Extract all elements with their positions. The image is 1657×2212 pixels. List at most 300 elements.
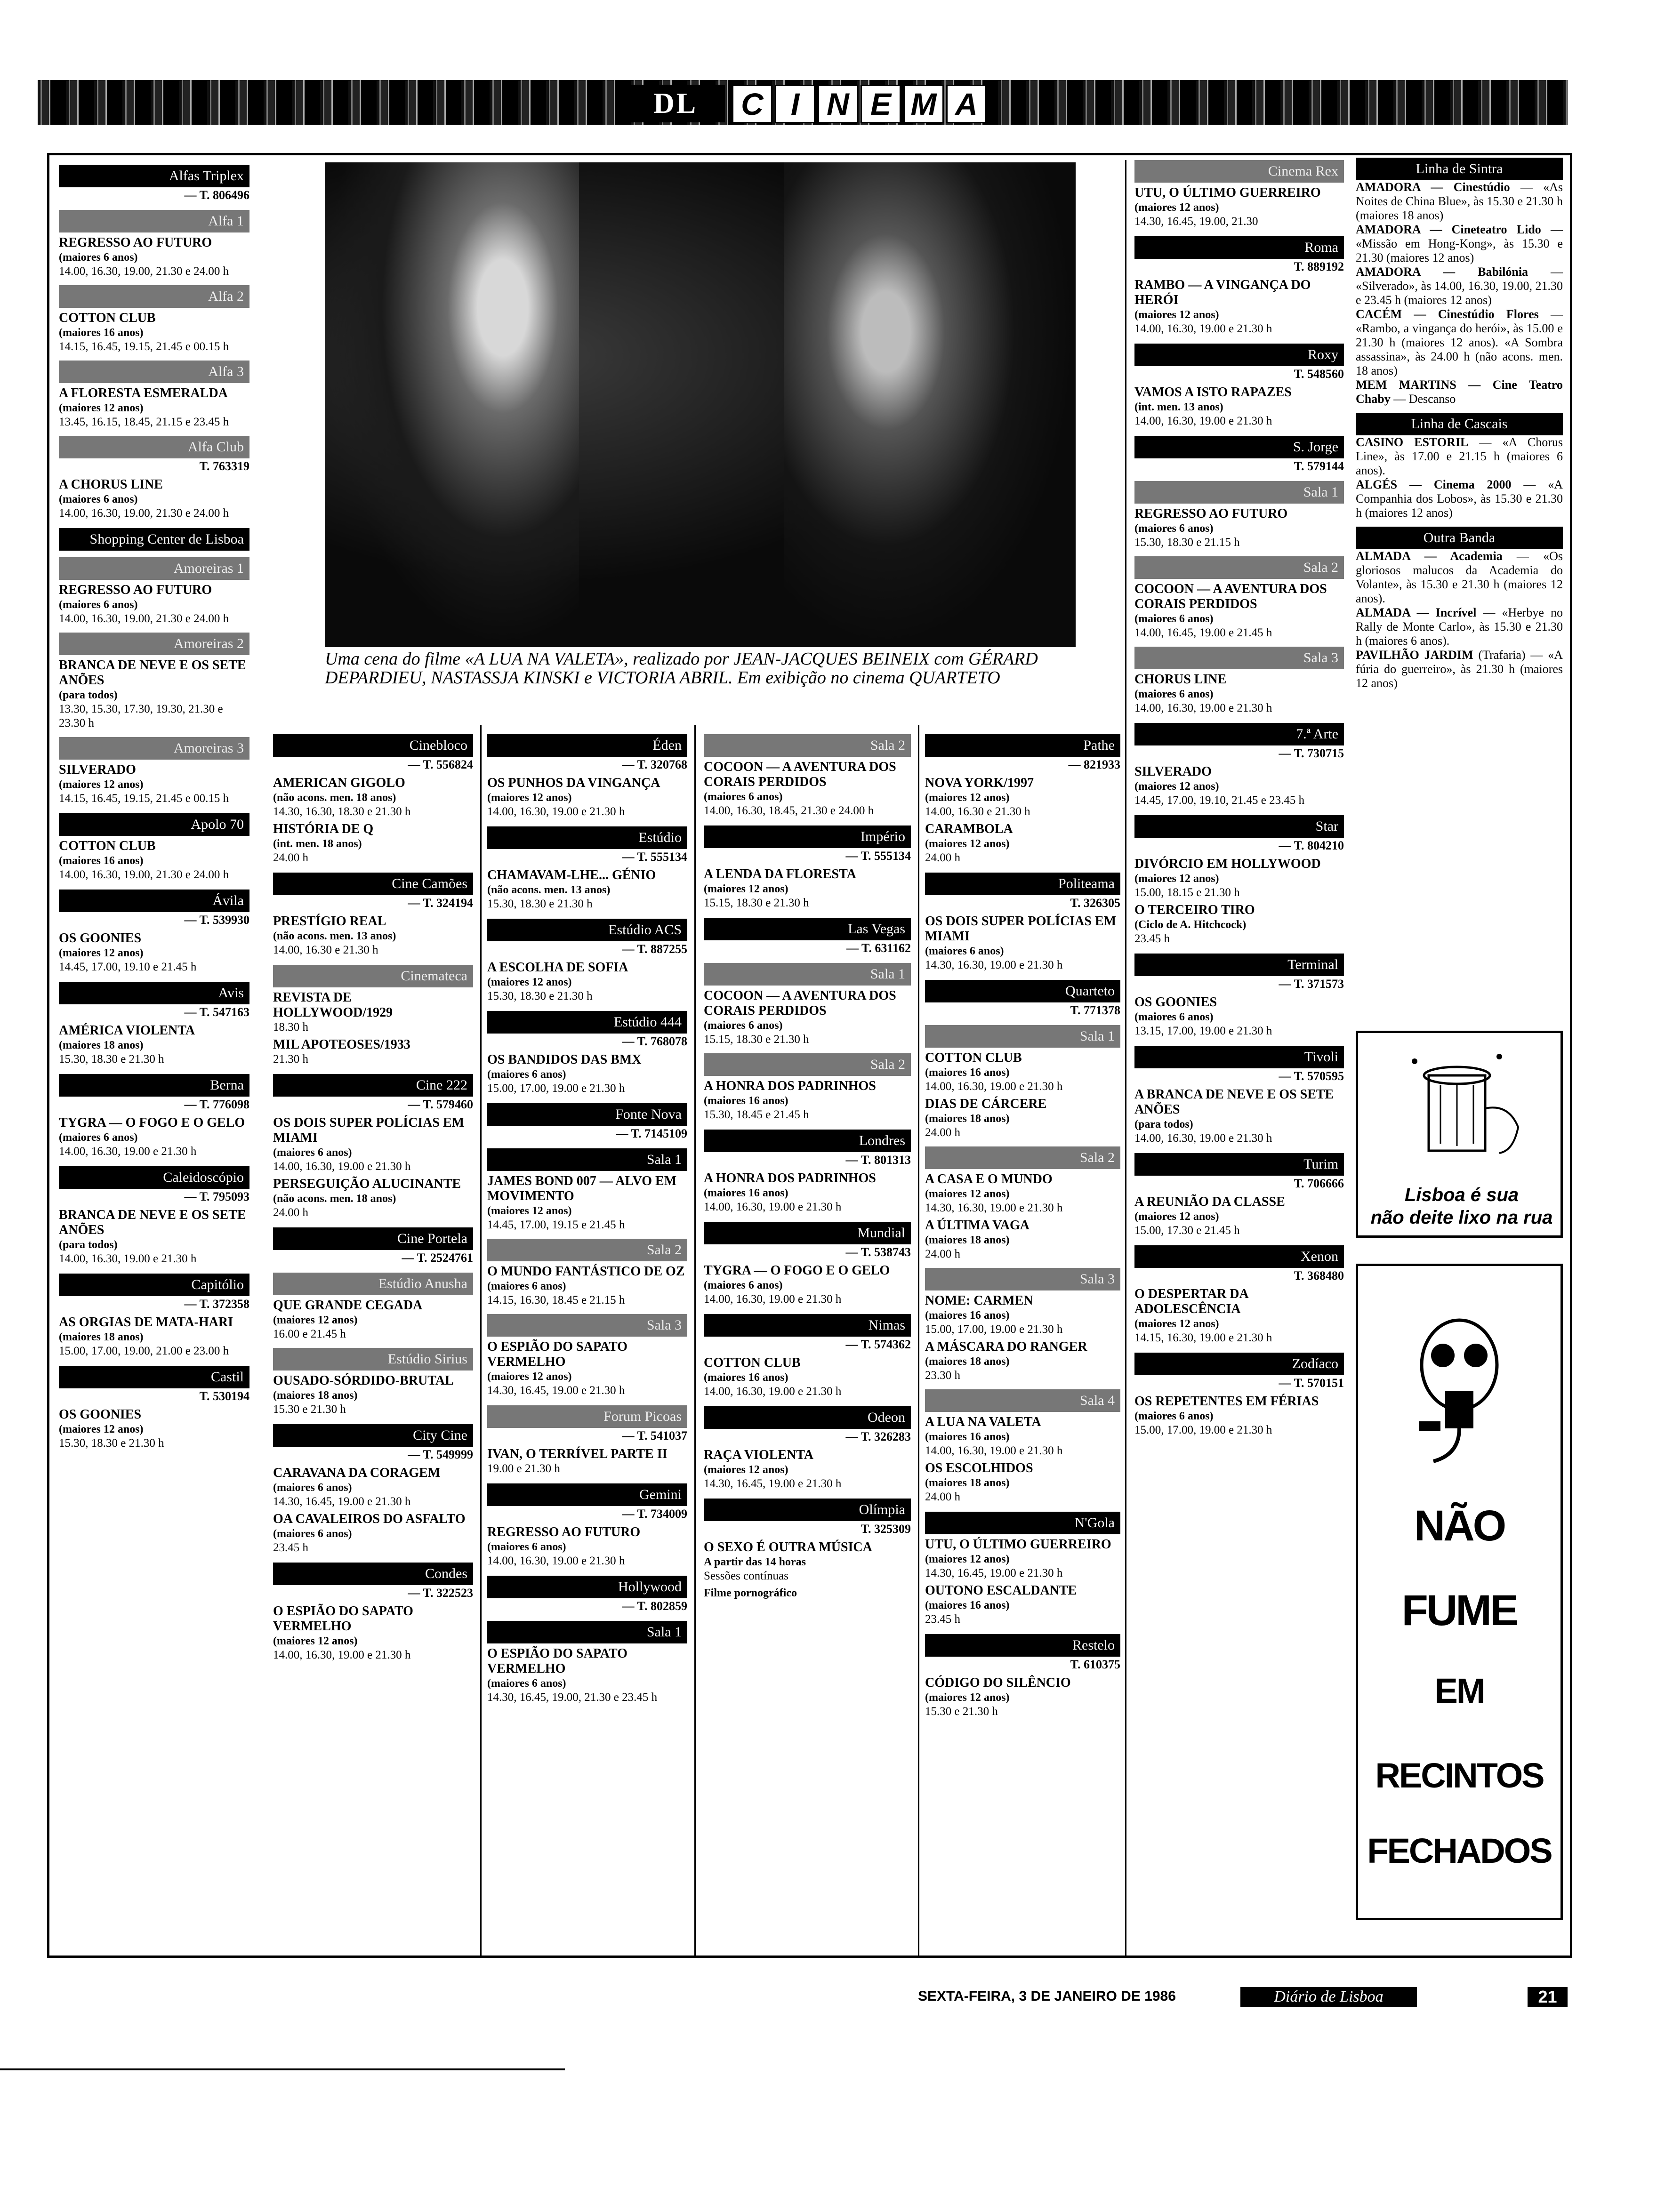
cinema-name: Olímpia [704, 1499, 911, 1521]
region-entry-text: — «Rambo, a vingança do herói», às 15.00 e 21.30 h (maiores 12 anos). «A Sombra assassina», às 24.00 h (não acons. men. 18 anos) [1356, 307, 1563, 377]
film-title: OS GOONIES [1134, 995, 1217, 1010]
film-entry [925, 1461, 1120, 1504]
screen-name: Sala 2 [1134, 556, 1344, 579]
cinema-name: Estúdio ACS [487, 919, 687, 941]
film-title: COTTON CLUB [59, 311, 156, 325]
film-title: OS BANDIDOS DAS BMX [487, 1052, 642, 1067]
cinema-name: Roxy [1134, 344, 1344, 366]
film-title: OS DOIS SUPER POLÍCIAS EM MIAMI [925, 914, 1117, 944]
region-entry-venue: AMADORA — Cineteatro Lido [1356, 223, 1541, 236]
film-title: A LUA NA VALETA [925, 1415, 1041, 1429]
film-schedule: 18.30 h [273, 1021, 308, 1034]
region-entry-text: (Trafaria) — «A fúria do guerreiro», às 21.30 h (maiores 12 anos) [1356, 648, 1563, 690]
film-schedule: 14.00, 16.30 e 21.30 h [925, 805, 1030, 818]
screen-section [59, 557, 249, 626]
cinema-column-2 [273, 734, 473, 1662]
film-entry [273, 776, 473, 819]
cinema-name: Londres [704, 1130, 911, 1152]
cinema-phone: — T. 2524761 [402, 1251, 473, 1265]
film-schedule: 15.30, 18.30 e 21.30 h [487, 990, 593, 1002]
region-entry-venue: CACÉM — Cinestúdio Flores [1356, 307, 1539, 321]
film-entry [487, 1646, 687, 1705]
cinema-name: Cine Camões [273, 873, 473, 895]
film-title: REGRESSO AO FUTURO [59, 235, 212, 250]
nofume-line-3: EM [1434, 1671, 1484, 1710]
film-schedule: 15.30 e 21.30 h [273, 1403, 346, 1416]
photo-man-figure [784, 162, 1076, 647]
film-rating: (maiores 6 anos) [59, 1131, 138, 1144]
film-rating: (não acons. men. 18 anos) [273, 1193, 396, 1205]
cinema-name: Terminal [1134, 954, 1344, 976]
cinema-phone: — T. 549999 [408, 1448, 473, 1461]
region-name: Linha de Cascais [1356, 413, 1563, 435]
cinema-phone: — T. 555134 [622, 850, 687, 864]
film-title: HISTÓRIA DE Q [273, 822, 374, 836]
cinema-column-1 [59, 165, 249, 1451]
film-title: NOME: CARMEN [925, 1293, 1033, 1308]
cinema-name: Politeama [925, 873, 1120, 895]
film-title: AMERICAN GIGOLO [273, 776, 405, 790]
screen-section [273, 1273, 473, 1341]
cinema-name: Castil [59, 1366, 249, 1388]
film-title: A CHORUS LINE [59, 477, 163, 492]
cinema-venue [273, 1424, 473, 1555]
cinema-name: Restelo [925, 1634, 1120, 1657]
film-entry [59, 658, 249, 730]
film-entry [273, 1037, 473, 1066]
film-entry [273, 914, 473, 957]
title-letter: N [818, 85, 858, 123]
film-entry [925, 1097, 1120, 1140]
film-schedule: 14.00, 16.30, 19.00 e 21.30 h [1134, 1132, 1272, 1145]
film-title: OS ESCOLHIDOS [925, 1461, 1033, 1475]
screen-phone: T. 763319 [199, 459, 249, 473]
film-entry [59, 386, 249, 429]
region-section [1356, 413, 1563, 520]
film-entry [273, 1604, 473, 1662]
cinema-name: Avis [59, 982, 249, 1004]
cinema-name: Fonte Nova [487, 1103, 687, 1126]
film-schedule: 24.00 h [925, 1248, 960, 1260]
film-rating: (maiores 6 anos) [1134, 688, 1214, 700]
cinema-phone: T. 368480 [1294, 1269, 1344, 1282]
film-rating: (maiores 12 anos) [704, 883, 788, 895]
cinema-venue [704, 825, 911, 910]
region-entry-text: — «Herbye no Rally de Monte Carlo», às 15.30 e 21.30 h (maiores 6 anos). [1356, 606, 1563, 648]
cinema-name: Cinebloco [273, 734, 473, 757]
film-title: A FLORESTA ESMERALDA [59, 386, 228, 401]
film-entry [925, 1050, 1120, 1094]
cinema-venue [59, 165, 249, 521]
cinema-phone: — T. 320768 [622, 758, 687, 771]
film-schedule: 15.30, 18.30 e 21.30 h [59, 1437, 164, 1450]
film-schedule: 14.00, 16.30, 19.00 e 21.30 h [487, 1555, 625, 1567]
region-entry-venue: ALGÉS — Cinema 2000 [1356, 478, 1512, 491]
film-schedule: 14.00, 16.30, 19.00 e 21.30 h [925, 1080, 1063, 1093]
film-rating: (maiores 6 anos) [59, 599, 138, 611]
title-letter: M [903, 85, 944, 123]
cinema-venue [1134, 160, 1344, 229]
film-entry [487, 960, 687, 1003]
film-title: RAMBO — A VINGANÇA DO HERÓI [1134, 278, 1311, 307]
column-rule [694, 725, 696, 1958]
cinema-phone: — T. 371573 [1279, 977, 1344, 991]
film-schedule: 14.45, 17.00, 19.15 e 21.45 h [487, 1218, 625, 1231]
film-schedule: 13.15, 17.00, 19.00 e 21.30 h [1134, 1025, 1272, 1037]
screen-name: Sala 1 [487, 1621, 687, 1643]
film-rating: (maiores 12 anos) [487, 976, 572, 988]
screen-name: Sala 2 [487, 1239, 687, 1261]
film-entry [1134, 1087, 1344, 1146]
film-rating: (para todos) [59, 689, 118, 701]
film-schedule: 14.30, 16.45, 19.00 e 21.30 h [487, 1384, 625, 1397]
cinema-phone: T. 889192 [1294, 260, 1344, 273]
film-rating: A partir das 14 horas [704, 1556, 806, 1568]
film-schedule: 13.30, 15.30, 17.30, 19.30, 21.30 e 23.30 h [59, 703, 223, 729]
cinema-phone: T. 530194 [199, 1389, 249, 1403]
screen-name: Estúdio Sirius [273, 1348, 473, 1370]
film-rating: (maiores 12 anos) [1134, 1210, 1219, 1223]
screen-section [704, 963, 911, 1047]
cinema-venue [59, 813, 249, 882]
cinema-name: Berna [59, 1074, 249, 1097]
cinema-name: Zodíaco [1134, 1353, 1344, 1375]
film-rating: (maiores 18 anos) [59, 1331, 144, 1343]
cinema-venue [273, 1074, 473, 1220]
cinema-venue [1134, 1353, 1344, 1437]
film-schedule: 23.45 h [1134, 932, 1170, 945]
cinema-venue [925, 1634, 1120, 1719]
litter-ad [1356, 1031, 1563, 1238]
film-rating: (maiores 18 anos) [925, 1355, 1010, 1368]
screen-name: Sala 1 [925, 1025, 1120, 1048]
film-schedule: 14.30, 16.45, 19.00 e 21.30 h [925, 1567, 1063, 1579]
screen-name: Sala 1 [704, 963, 911, 986]
no-smoking-ad [1356, 1264, 1563, 1920]
film-title: PERSEGUIÇÃO ALUCINANTE [273, 1177, 461, 1191]
cinema-venue [59, 1074, 249, 1159]
footer-date: SEXTA-FEIRA, 3 DE JANEIRO DE 1986 [918, 1988, 1176, 2004]
cinema-venue [704, 1222, 911, 1306]
film-rating: (maiores 18 anos) [59, 1039, 144, 1051]
screen-section [925, 1268, 1120, 1383]
region-section [1356, 527, 1563, 690]
cinema-phone: — T. 372358 [184, 1297, 249, 1311]
cinema-venue [1134, 723, 1344, 808]
film-schedule: 14.30, 16.45, 19.00, 21.30 e 23.45 h [487, 1691, 658, 1704]
cinema-name: Capitólio [59, 1274, 249, 1296]
film-schedule: 14.00, 16.30, 19.00, 21.30 e 24.00 h [59, 868, 229, 881]
screen-section [59, 633, 249, 730]
cinema-phone: — T. 631162 [846, 941, 911, 955]
film-rating: (maiores 12 anos) [925, 792, 1010, 804]
screen-name: Sala 4 [925, 1389, 1120, 1412]
film-entry [487, 776, 687, 819]
film-schedule: 14.00, 16.45, 19.00 e 21.45 h [1134, 626, 1272, 639]
cinema-venue [487, 1011, 687, 1096]
film-entry [925, 1675, 1120, 1719]
film-schedule: 15.30, 18.30 e 21.15 h [1134, 536, 1240, 549]
film-title: A HONRA DOS PADRINHOS [704, 1171, 876, 1186]
film-rating: (maiores 12 anos) [273, 1635, 358, 1647]
film-title: O TERCEIRO TIRO [1134, 903, 1255, 917]
film-title: A MÁSCARA DO RANGER [925, 1339, 1087, 1354]
film-title: REGRESSO AO FUTURO [487, 1525, 641, 1539]
film-schedule: 15.00, 17.00, 19.00, 21.00 e 23.00 h [59, 1345, 229, 1357]
film-title: OUSADO-SÓRDIDO-BRUTAL [273, 1373, 454, 1388]
section-title [732, 85, 989, 122]
film-entry [925, 822, 1120, 865]
film-title: OUTONO ESCALDANTE [925, 1583, 1077, 1598]
film-title: O ESPIÃO DO SAPATO VERMELHO [487, 1646, 627, 1676]
film-title: RAÇA VIOLENTA [704, 1448, 814, 1462]
cinema-column-5 [925, 734, 1120, 1719]
film-title: CARAVANA DA CORAGEM [273, 1466, 441, 1480]
cinema-phone: — T. 538743 [845, 1245, 911, 1259]
cinema-phone: — T. 801313 [845, 1153, 911, 1167]
film-schedule: 15.00, 17.30 e 21.45 h [1134, 1224, 1240, 1237]
film-rating: (maiores 12 anos) [1134, 309, 1219, 321]
film-rating: (int. men. 13 anos) [1134, 401, 1223, 413]
film-rating: (maiores 6 anos) [925, 945, 1004, 957]
film-entry [59, 931, 249, 974]
cinema-venue [59, 1366, 249, 1451]
nofume-line-5: FECHADOS [1367, 1831, 1552, 1870]
film-title: AS ORGIAS DE MATA-HARI [59, 1315, 233, 1330]
film-schedule: 24.00 h [273, 1206, 308, 1219]
cinema-venue [1134, 1046, 1344, 1146]
cinema-venue [1134, 954, 1344, 1038]
screen-name: Amoreiras 1 [59, 557, 249, 580]
film-rating: (maiores 6 anos) [487, 1541, 566, 1553]
film-entry [487, 1264, 687, 1307]
cinema-name: Odeon [704, 1406, 911, 1429]
cinema-name: Turim [1134, 1153, 1344, 1176]
film-schedule: 15.30, 18.30 e 21.30 h [487, 898, 593, 910]
cinema-phone: — T. 768078 [622, 1034, 687, 1048]
film-entry [487, 1447, 687, 1476]
film-rating: (maiores 6 anos) [1134, 1011, 1214, 1023]
cinema-name: Tivoli [1134, 1046, 1344, 1068]
film-rating: (não acons. men. 13 anos) [487, 884, 611, 896]
film-entry [1134, 672, 1344, 715]
cinema-phone: — T. 730715 [1279, 746, 1344, 760]
film-rating: (maiores 12 anos) [59, 1423, 144, 1435]
film-entry [59, 839, 249, 882]
cinema-venue [1134, 1153, 1344, 1238]
film-entry [487, 1174, 687, 1232]
film-rating: (maiores 12 anos) [487, 792, 572, 804]
cinema-name: Mundial [704, 1222, 911, 1244]
cinema-venue [1134, 344, 1344, 428]
film-rating: (para todos) [59, 1239, 118, 1251]
film-rating: (maiores 12 anos) [1134, 780, 1219, 793]
film-schedule: 23.30 h [925, 1369, 960, 1382]
film-rating: (maiores 12 anos) [273, 1314, 358, 1326]
film-entry [704, 1171, 911, 1214]
film-entry [273, 990, 473, 1034]
film-rating: (maiores 12 anos) [1134, 201, 1219, 214]
title-letter: A [946, 85, 987, 123]
film-rating: (maiores 6 anos) [1134, 613, 1214, 625]
film-title: IVAN, O TERRÍVEL PARTE II [487, 1447, 668, 1461]
film-rating: (maiores 16 anos) [925, 1599, 1010, 1611]
title-letter: I [775, 85, 815, 123]
screen-name: Alfa Club [59, 436, 249, 458]
cinema-phone: — T. 570151 [1279, 1376, 1344, 1390]
cinema-phone: T. 325309 [861, 1522, 911, 1536]
film-entry [925, 776, 1120, 819]
film-entry [704, 760, 911, 818]
cinema-venue [704, 1406, 911, 1491]
cinema-name: Alfas Triplex [59, 165, 249, 187]
film-entry [925, 1537, 1120, 1580]
film-title: OS GOONIES [59, 1407, 142, 1422]
film-rating: (maiores 6 anos) [273, 1146, 352, 1159]
screen-section [1134, 647, 1344, 715]
film-entry [925, 1339, 1120, 1383]
film-schedule: 14.30, 16.45, 19.00 e 21.30 h [273, 1495, 411, 1508]
region-entry-venue: AMADORA — Babilónia [1356, 265, 1528, 279]
film-title: SILVERADO [1134, 764, 1212, 779]
column-rule [1125, 160, 1126, 1958]
film-entry [59, 1315, 249, 1358]
film-rating: (não acons. men. 18 anos) [273, 792, 396, 804]
cinema-phone: — T. 541037 [622, 1429, 687, 1443]
column-rule [480, 725, 482, 1958]
film-rating: (maiores 12 anos) [59, 778, 144, 791]
film-entry [704, 867, 911, 910]
film-entry [704, 1079, 911, 1122]
cinema-venue [273, 873, 473, 957]
film-schedule: 14.00, 16.30, 19.00 e 21.30 h [1134, 322, 1272, 335]
film-rating: (maiores 18 anos) [273, 1389, 358, 1402]
film-entry [925, 1415, 1120, 1458]
film-entry [487, 1525, 687, 1568]
film-schedule: 14.00, 16.30, 19.00 e 21.30 h [59, 1252, 197, 1265]
screen-section [273, 1348, 473, 1417]
cinema-phone: — T. 795093 [184, 1190, 249, 1203]
film-entry [273, 1512, 473, 1555]
region-entry-text: — «A Companhia dos Lobos», às 15.30 e 21.30 h (maiores 12 anos) [1356, 478, 1563, 520]
film-schedule: 14.15, 16.30, 19.00 e 21.30 h [1134, 1331, 1272, 1344]
cinema-phone: — T. 574362 [845, 1338, 911, 1351]
cinema-name: Cine 222 [273, 1074, 473, 1097]
bottom-rule [0, 2068, 565, 2070]
film-schedule: 14.00, 16.30, 19.00 e 21.30 h [487, 805, 625, 818]
film-rating: (maiores 6 anos) [487, 1280, 566, 1292]
cinema-phone: — 821933 [1068, 758, 1120, 771]
region-entry [1356, 606, 1563, 648]
screen-section [487, 1621, 687, 1705]
trash-can-icon [1358, 1033, 1560, 1179]
cinema-venue [1134, 436, 1344, 715]
cinema-venue [487, 734, 687, 819]
region-section [1356, 158, 1563, 406]
film-entry [925, 914, 1120, 972]
film-title: O ESPIÃO DO SAPATO VERMELHO [487, 1339, 627, 1369]
film-entry [925, 1172, 1120, 1215]
film-title: UTU, O ÚLTIMO GUERREIRO [925, 1537, 1111, 1552]
film-entry [1134, 278, 1344, 336]
film-title: OS GOONIES [59, 931, 142, 946]
film-title: OS REPETENTES EM FÉRIAS [1134, 1394, 1319, 1409]
cinema-phone: — T. 802859 [622, 1599, 687, 1613]
film-title: A HONRA DOS PADRINHOS [704, 1079, 876, 1093]
cinema-venue [704, 1499, 911, 1600]
film-title: OS DOIS SUPER POLÍCIAS EM MIAMI [273, 1115, 465, 1145]
cinema-venue [59, 982, 249, 1066]
film-entry [925, 1583, 1120, 1627]
film-schedule: 15.00, 17.00, 19.00 e 21.30 h [487, 1082, 625, 1095]
film-title: REGRESSO AO FUTURO [1134, 506, 1288, 521]
film-schedule: 15.30 e 21.30 h [925, 1705, 998, 1718]
newspaper-logo: DL [626, 85, 725, 122]
film-title: MIL APOTEOSES/1933 [273, 1037, 410, 1052]
film-rating: Filme pornográfico [704, 1587, 797, 1599]
film-rating: (para todos) [1134, 1118, 1193, 1130]
film-rating: (maiores 6 anos) [1134, 1410, 1214, 1422]
cinema-name: Ávila [59, 890, 249, 912]
film-title: A ESCOLHA DE SOFIA [487, 960, 628, 975]
film-rating: (maiores 16 anos) [704, 1187, 788, 1199]
film-schedule: 14.30, 16.30, 18.30 e 21.30 h [273, 805, 411, 818]
cinema-name: Quarteto [925, 980, 1120, 1002]
litter-ad-text [1363, 1184, 1560, 1229]
cinema-venue [487, 1576, 687, 1705]
film-schedule: 15.00, 17.00, 19.00 e 21.30 h [1134, 1424, 1272, 1436]
cinema-name: Cinema Rex [1134, 160, 1344, 183]
newspaper-name: Diário de Lisboa [1240, 1987, 1417, 2007]
screen-section [59, 436, 249, 521]
cinema-phone: — T. 776098 [184, 1098, 249, 1111]
film-rating: (maiores 12 anos) [704, 1464, 788, 1476]
film-title: O ESPIÃO DO SAPATO VERMELHO [273, 1604, 413, 1634]
cinema-name: Shopping Center de Lisboa [59, 528, 249, 551]
film-title: CHAMAVAM-LHE... GÉNIO [487, 868, 656, 882]
film-rating: (Ciclo de A. Hitchcock) [1134, 919, 1247, 931]
cinema-venue [487, 1483, 687, 1568]
film-schedule: 19.00 e 21.30 h [487, 1462, 560, 1475]
cinema-name: Hollywood [487, 1576, 687, 1598]
film-entry [59, 762, 249, 806]
region-entry [1356, 307, 1563, 378]
film-title: A LENDA DA FLORESTA [704, 867, 856, 882]
cinema-name: Cinemateca [273, 965, 473, 987]
film-rating: (maiores 18 anos) [925, 1234, 1010, 1246]
film-schedule: 24.00 h [925, 851, 960, 864]
film-title: SILVERADO [59, 762, 136, 777]
film-rating: (maiores 16 anos) [704, 1095, 788, 1107]
cinema-venue [487, 1103, 687, 1398]
film-rating: (maiores 12 anos) [1134, 1318, 1219, 1330]
film-schedule: 14.00, 16.30, 19.00, 21.30 e 24.00 h [59, 265, 229, 278]
film-rating: (maiores 6 anos) [273, 1528, 352, 1540]
cinema-name: Condes [273, 1563, 473, 1585]
cinema-venue [1134, 236, 1344, 336]
region-entry [1356, 648, 1563, 690]
cinema-name: Cine Portela [273, 1227, 473, 1250]
film-rating: (maiores 16 anos) [59, 327, 144, 339]
film-rating: (maiores 6 anos) [59, 251, 138, 264]
cinema-venue [487, 919, 687, 1003]
film-rating: (maiores 12 anos) [59, 402, 144, 414]
film-rating: (maiores 6 anos) [1134, 522, 1214, 535]
region-entry [1356, 435, 1563, 478]
cinema-phone: — T. 324194 [408, 896, 473, 910]
film-rating: (maiores 12 anos) [925, 838, 1010, 850]
photo-caption: Uma cena do filme «A LUA NA VALETA», realizado por JEAN-JACQUES BEINEIX com GÉRARD DEPARDIEU, NASTASSJA KINSKI e VICTORIA ABRIL. Em exibição no cinema QUARTETO [325, 649, 1038, 688]
